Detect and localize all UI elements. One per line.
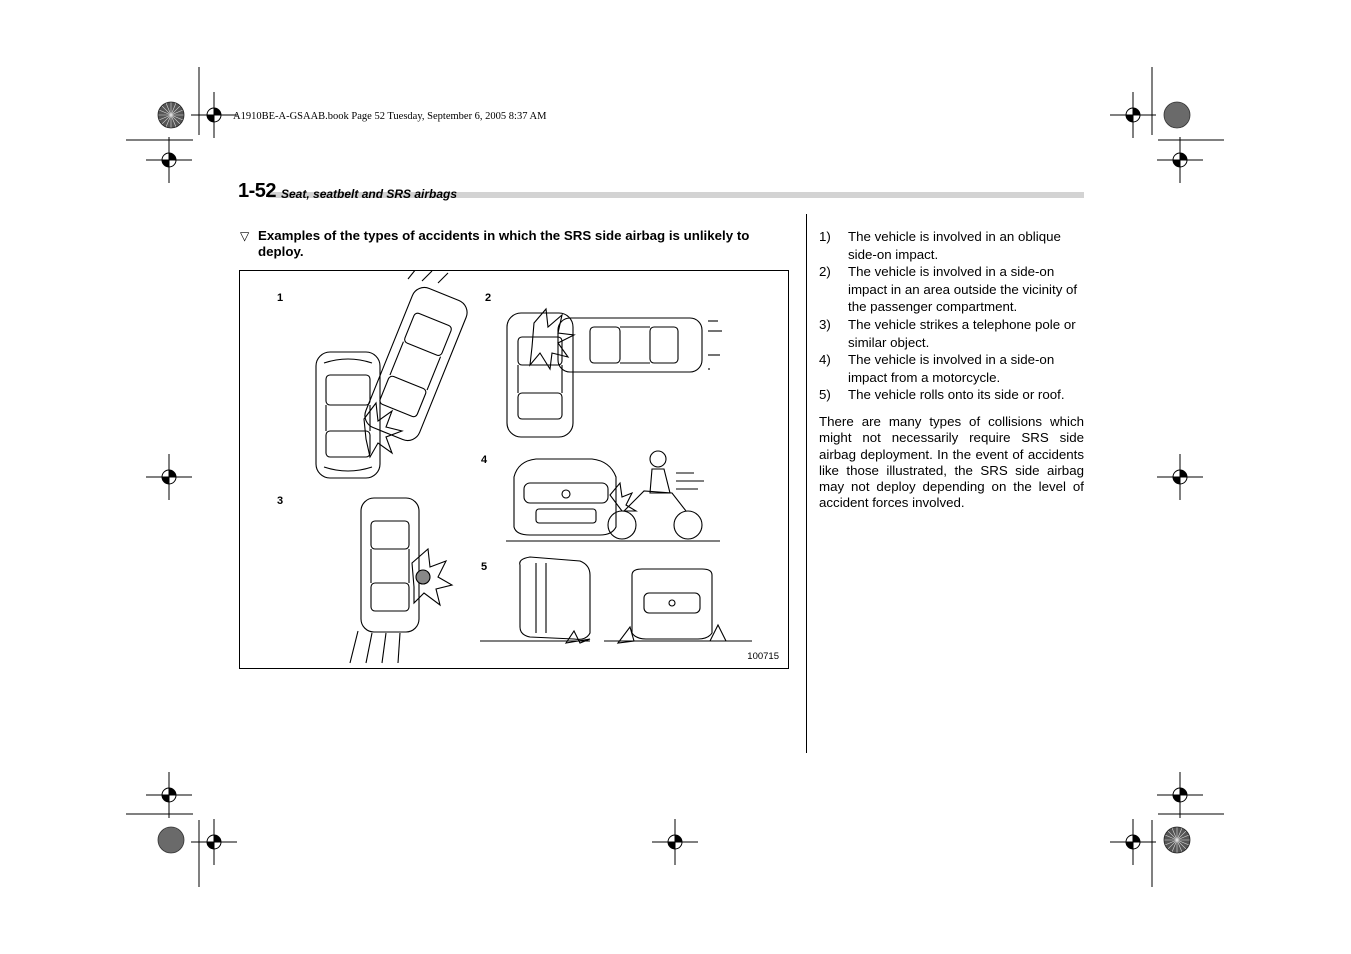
accident-type-list bbox=[819, 228, 1087, 404]
list-item bbox=[819, 228, 1087, 263]
list-item-text: The vehicle is involved in a side-on impact in an area outside the vicinity of the passenger compartment. bbox=[848, 264, 1078, 315]
list-item bbox=[819, 351, 1087, 386]
page-number: 1-52 bbox=[238, 180, 277, 202]
list-item bbox=[819, 316, 1087, 351]
list-item-text: The vehicle is involved in a side-on impact from a motorcycle. bbox=[848, 352, 1055, 385]
scene-motorcycle-impact bbox=[506, 451, 720, 541]
column-divider bbox=[806, 214, 807, 753]
accident-illustration bbox=[239, 270, 789, 669]
list-item-number: 5) bbox=[819, 387, 831, 403]
subsection-heading bbox=[240, 228, 792, 260]
scene-pole-impact bbox=[350, 498, 452, 663]
list-item-text: The vehicle is involved in an oblique side-on impact. bbox=[848, 229, 1061, 262]
scene-oblique-impact bbox=[316, 271, 471, 478]
triangle-marker-icon: ▽ bbox=[240, 229, 250, 243]
list-item-number: 1) bbox=[819, 229, 831, 244]
scene-side-impact-front bbox=[507, 309, 722, 437]
figure-code: 100715 bbox=[747, 651, 779, 662]
scene-rollover bbox=[480, 557, 752, 643]
list-item-text: The vehicle rolls onto its side or roof. bbox=[848, 387, 1065, 403]
list-item bbox=[819, 386, 1087, 404]
list-item-number: 4) bbox=[819, 352, 831, 368]
figure-label-1: 1 bbox=[277, 292, 284, 304]
list-item-number: 2) bbox=[819, 264, 831, 280]
figure-label-5: 5 bbox=[481, 561, 488, 573]
figure-label-3: 3 bbox=[277, 495, 284, 507]
section-title: Seat, seatbelt and SRS airbags bbox=[281, 187, 458, 201]
subsection-heading-text: Examples of the types of accidents in which the SRS side airbag is unlikely to deploy. bbox=[258, 228, 750, 259]
accident-drawings bbox=[240, 271, 790, 670]
print-header-line: A1910BE-A-GSAAB.book Page 52 Tuesday, September 6, 2005 8:37 AM bbox=[233, 111, 547, 122]
explanation-paragraph: There are many types of collisions which might not necessarily require SRS side airbag deployment. In the event of accidents like those illustrated, the SRS side airbag may not deploy depending on the level of accident forces involved. bbox=[819, 414, 1084, 511]
list-item-number: 3) bbox=[819, 316, 831, 332]
figure-label-2: 2 bbox=[485, 292, 492, 304]
list-item-text: The vehicle strikes a telephone pole or similar object. bbox=[848, 316, 1076, 350]
figure-label-4: 4 bbox=[481, 454, 488, 466]
list-item bbox=[819, 263, 1087, 316]
